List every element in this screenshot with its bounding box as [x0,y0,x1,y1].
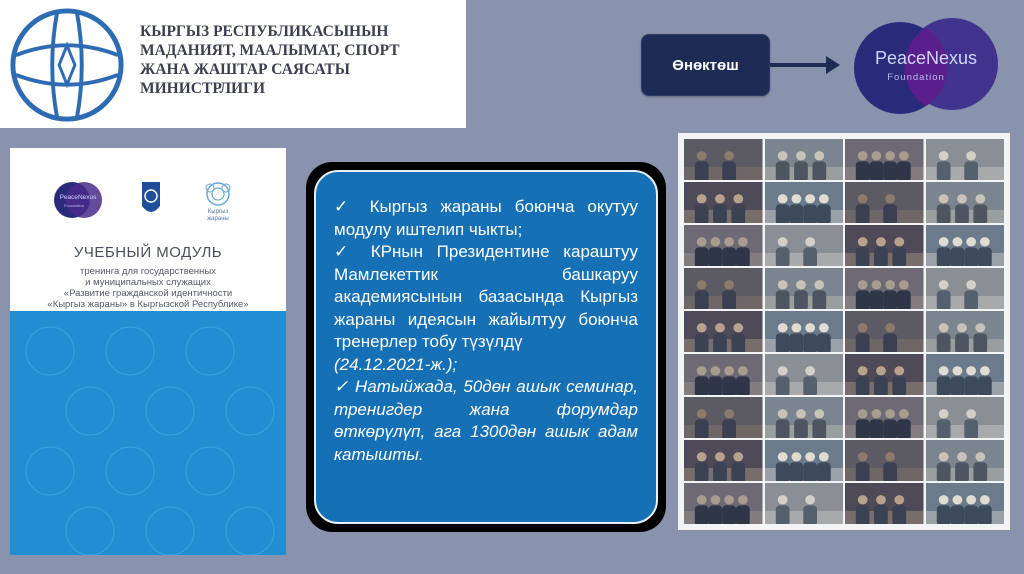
photo-thumbnail [765,225,844,266]
photo-thumbnail [765,397,844,438]
summary-item-2-date: (24.12.2021-ж.); [334,354,458,374]
photo-thumbnail [926,182,1005,223]
photo-grid [684,139,1004,524]
photo-thumbnail [845,440,924,481]
photo-thumbnail [684,225,763,266]
photo-thumbnail [765,182,844,223]
book-title: УЧЕБНЫЙ МОДУЛЬ [73,244,223,261]
book-logo-kj-line-1: Кыргыз [207,209,229,215]
photo-thumbnail [684,311,763,352]
peacenexus-logo [840,14,1012,114]
book-subtitle-line-4: «Кыргыз жараны» в Кыргызской Республике» [47,299,249,310]
ministry-emblem-icon [8,6,126,124]
photo-thumbnail [684,139,763,180]
photo-thumbnail [684,354,763,395]
photo-thumbnail [684,440,763,481]
ministry-line-4: МИНИСТРЛИГИ [140,80,265,97]
photo-thumbnail [845,354,924,395]
photo-thumbnail [926,225,1005,266]
book-subtitle-line-3: «Развитие гражданской идентичности [63,288,233,299]
peacenexus-logo-sub: Foundation [887,72,945,83]
book-subtitle-line-1: тренинга для государственных [80,266,216,277]
photo-thumbnail [765,483,844,524]
photo-thumbnail [845,311,924,352]
ministry-line-1: КЫРГЫЗ РЕСПУБЛИКАСЫНЫН [140,23,389,40]
photo-thumbnail [765,268,844,309]
photo-thumbnail [765,139,844,180]
book-logo-peacenexus: PeaceNexus [59,194,97,201]
ministry-header [0,0,466,128]
summary-panel [314,170,658,524]
photo-thumbnail [845,139,924,180]
ministry-line-2: МАДАНИЯТ, МААЛЫМАТ, СПОРТ [140,42,400,59]
book-subtitle-line-2: и муниципальных служащих [85,277,211,288]
photo-thumbnail [926,139,1005,180]
photo-thumbnail [765,311,844,352]
book-subtitle [20,266,276,310]
photo-thumbnail [926,268,1005,309]
photo-thumbnail [926,397,1005,438]
photo-thumbnail [845,483,924,524]
photo-thumbnail [765,354,844,395]
arrow-right-icon [770,52,842,78]
photo-thumbnail [684,268,763,309]
book-pattern [10,311,286,555]
photo-thumbnail [845,397,924,438]
photo-thumbnail [845,268,924,309]
book-partner-logos [10,176,286,226]
book-logo-kj-line-2: жараны [207,216,229,222]
photo-thumbnail [684,483,763,524]
partner-button[interactable]: Өнөктөш [641,34,770,96]
photo-thumbnail [926,354,1005,395]
book-logo-peacenexus-sub: Foundation [63,203,85,208]
photo-thumbnail [765,440,844,481]
photo-thumbnail [845,225,924,266]
peacenexus-logo-name: PeaceNexus [874,48,978,68]
photo-thumbnail [926,311,1005,352]
ministry-name [140,22,460,98]
photo-thumbnail [684,397,763,438]
photo-thumbnail [926,483,1005,524]
photo-thumbnail [926,440,1005,481]
summary-item-1: ✓ Кыргыз жараны боюнча окутуу модулу иштелип чыкты; [334,197,638,239]
training-module-cover [10,148,286,555]
summary-item-3: ✓ Натыйжада, 50дөн ашык семинар, тренигдер жана форумдар өткөрүлүп, ага 1300дөн ашык адам катышты. [334,377,638,464]
ministry-line-3: ЖАНА ЖАШТАР САЯСАТЫ [140,61,350,78]
photo-thumbnail [845,182,924,223]
summary-item-2: ✓ КРнын Президентине караштуу Мамлекеттик башкаруу академиясынын базасында Кыргыз жараны идеясын жайылтуу боюнча тренерлер тобу түзүлдү [334,242,638,351]
photo-collage [678,133,1010,530]
photo-thumbnail [684,182,763,223]
